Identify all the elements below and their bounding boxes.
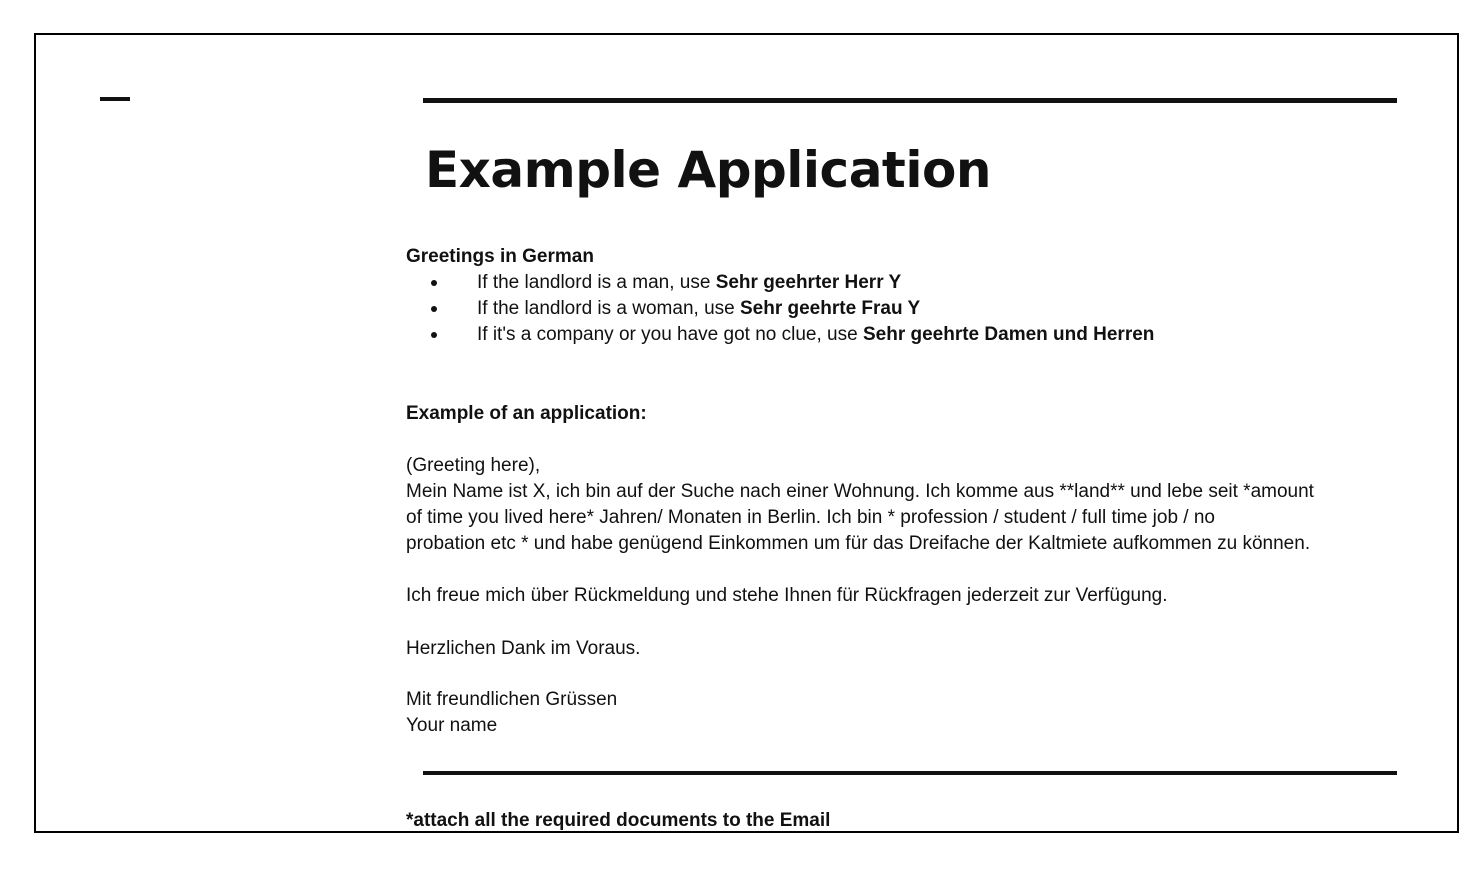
letter-signature: Your name	[406, 715, 498, 736]
top-divider	[423, 98, 1397, 103]
letter-body-line: Mein Name ist X, ich bin auf der Suche nach einer Wohnung. Ich komme aus **land** und lebe seit *amount	[406, 481, 1314, 502]
greetings-heading: Greetings in German	[406, 246, 594, 267]
bullet-icon	[431, 306, 437, 312]
letter-greeting: (Greeting here),	[406, 455, 541, 476]
greeting-phrase: Sehr geehrte Frau Y	[739, 298, 921, 319]
greeting-rule-text: If the landlord is a woman, use	[477, 298, 740, 319]
letter-closing: Mit freundlichen Grüssen	[406, 689, 618, 710]
page-title: Example Application	[425, 141, 991, 199]
slide-dash-mark	[100, 97, 130, 101]
list-item	[426, 270, 1154, 296]
footnote: *attach all the required documents to the Email	[406, 810, 831, 831]
greeting-phrase: Sehr geehrter Herr Y	[715, 272, 902, 293]
bottom-divider	[423, 771, 1397, 775]
letter-body-line: of time you lived here* Jahren/ Monaten in Berlin. Ich bin * profession / student / full time job / no	[406, 507, 1215, 528]
letter-body-line: probation etc * und habe genügend Einkommen um für das Dreifache der Kaltmiete aufkommen zu können.	[406, 533, 1311, 554]
document-page	[34, 33, 1459, 833]
greeting-rule-text: If it's a company or you have got no clue, use	[477, 324, 863, 345]
list-item	[426, 296, 1154, 322]
bullet-icon	[431, 280, 437, 286]
greeting-rule-text: If the landlord is a man, use	[477, 272, 716, 293]
list-item	[426, 322, 1154, 348]
letter-dank: Herzlichen Dank im Voraus.	[406, 638, 641, 659]
example-heading: Example of an application:	[406, 403, 647, 424]
letter-body	[406, 479, 1314, 557]
bullet-icon	[431, 332, 437, 338]
greetings-list	[426, 270, 1154, 348]
greeting-phrase: Sehr geehrte Damen und Herren	[862, 324, 1155, 345]
letter-thanks: Ich freue mich über Rückmeldung und stehe Ihnen für Rückfragen jederzeit zur Verfügung.	[406, 585, 1168, 606]
